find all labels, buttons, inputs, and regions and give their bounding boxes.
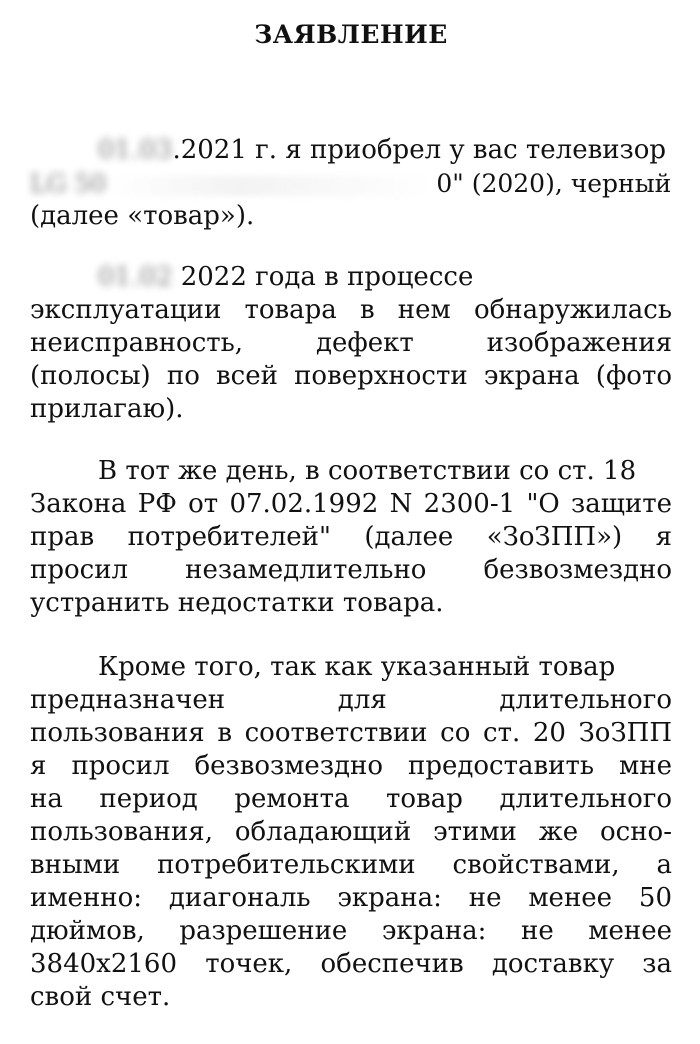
redaction-mark [106,176,436,196]
paragraph-line: (далее «товар»). [30,201,255,231]
document-title: ЗАЯВЛЕНИЕ [254,20,448,49]
paragraph-line: эксплуатации товара в нем обнаружилась [30,295,672,325]
paragraph-replacement-request [30,651,672,1014]
paragraph-line: просил незамедлительно безвозмездно [30,555,672,585]
paragraph-line: именно: диагональ экрана: не менее 50 [30,883,672,913]
paragraph-line: LG 50 0" (2020), черный [30,169,672,198]
paragraph-line: Кроме того, так как указанный товар [98,652,616,682]
paragraph-line: 3840x2160 точек, обеспечив доставку за [30,949,672,979]
paragraph-line: предназначен для длительного [30,685,672,715]
paragraph-line: на период ремонта товар длительного [30,784,672,814]
paragraph-line: вными потребительскими свойствами, а [30,850,672,880]
paragraph-line: 01.03.2021 г. я приобрел у вас телевизор [98,135,667,165]
paragraph-line: свой счет. [30,982,171,1012]
redacted-date: 01.03 [98,135,173,165]
paragraph-line: В тот же день, в соответствии со ст. 18 [98,456,637,486]
paragraph-defect [30,261,672,426]
paragraph-line: прав потребителей" (далее «ЗоЗПП») я [30,522,672,552]
paragraph-line: пользования в соответствии со ст. 20 ЗоЗПП [30,718,672,748]
paragraph-line: я просил безвозмездно предоставить мне [30,751,672,781]
redacted-date: 01.02 [98,262,173,292]
paragraph-line: Закона РФ от 07.02.1992 N 2300-1 "О защите [30,489,672,519]
paragraph-line: устранить недостатки товара. [30,588,444,618]
paragraph-line: прилагаю). [30,394,184,424]
paragraph-line: пользования, обладающий этими же осно- [30,817,672,847]
paragraph-line: неисправность, дефект изображения [30,328,672,358]
paragraph-line: дюймов, разрешение экрана: не менее [30,916,672,946]
paragraph-line: (полосы) по всей поверхности экрана (фото [30,361,672,391]
paragraph-purchase [30,134,672,233]
paragraph-repair-request [30,455,672,620]
redacted-model: LG 50 [30,169,107,198]
paragraph-line: 01.02 2022 года в процессе [98,262,474,292]
